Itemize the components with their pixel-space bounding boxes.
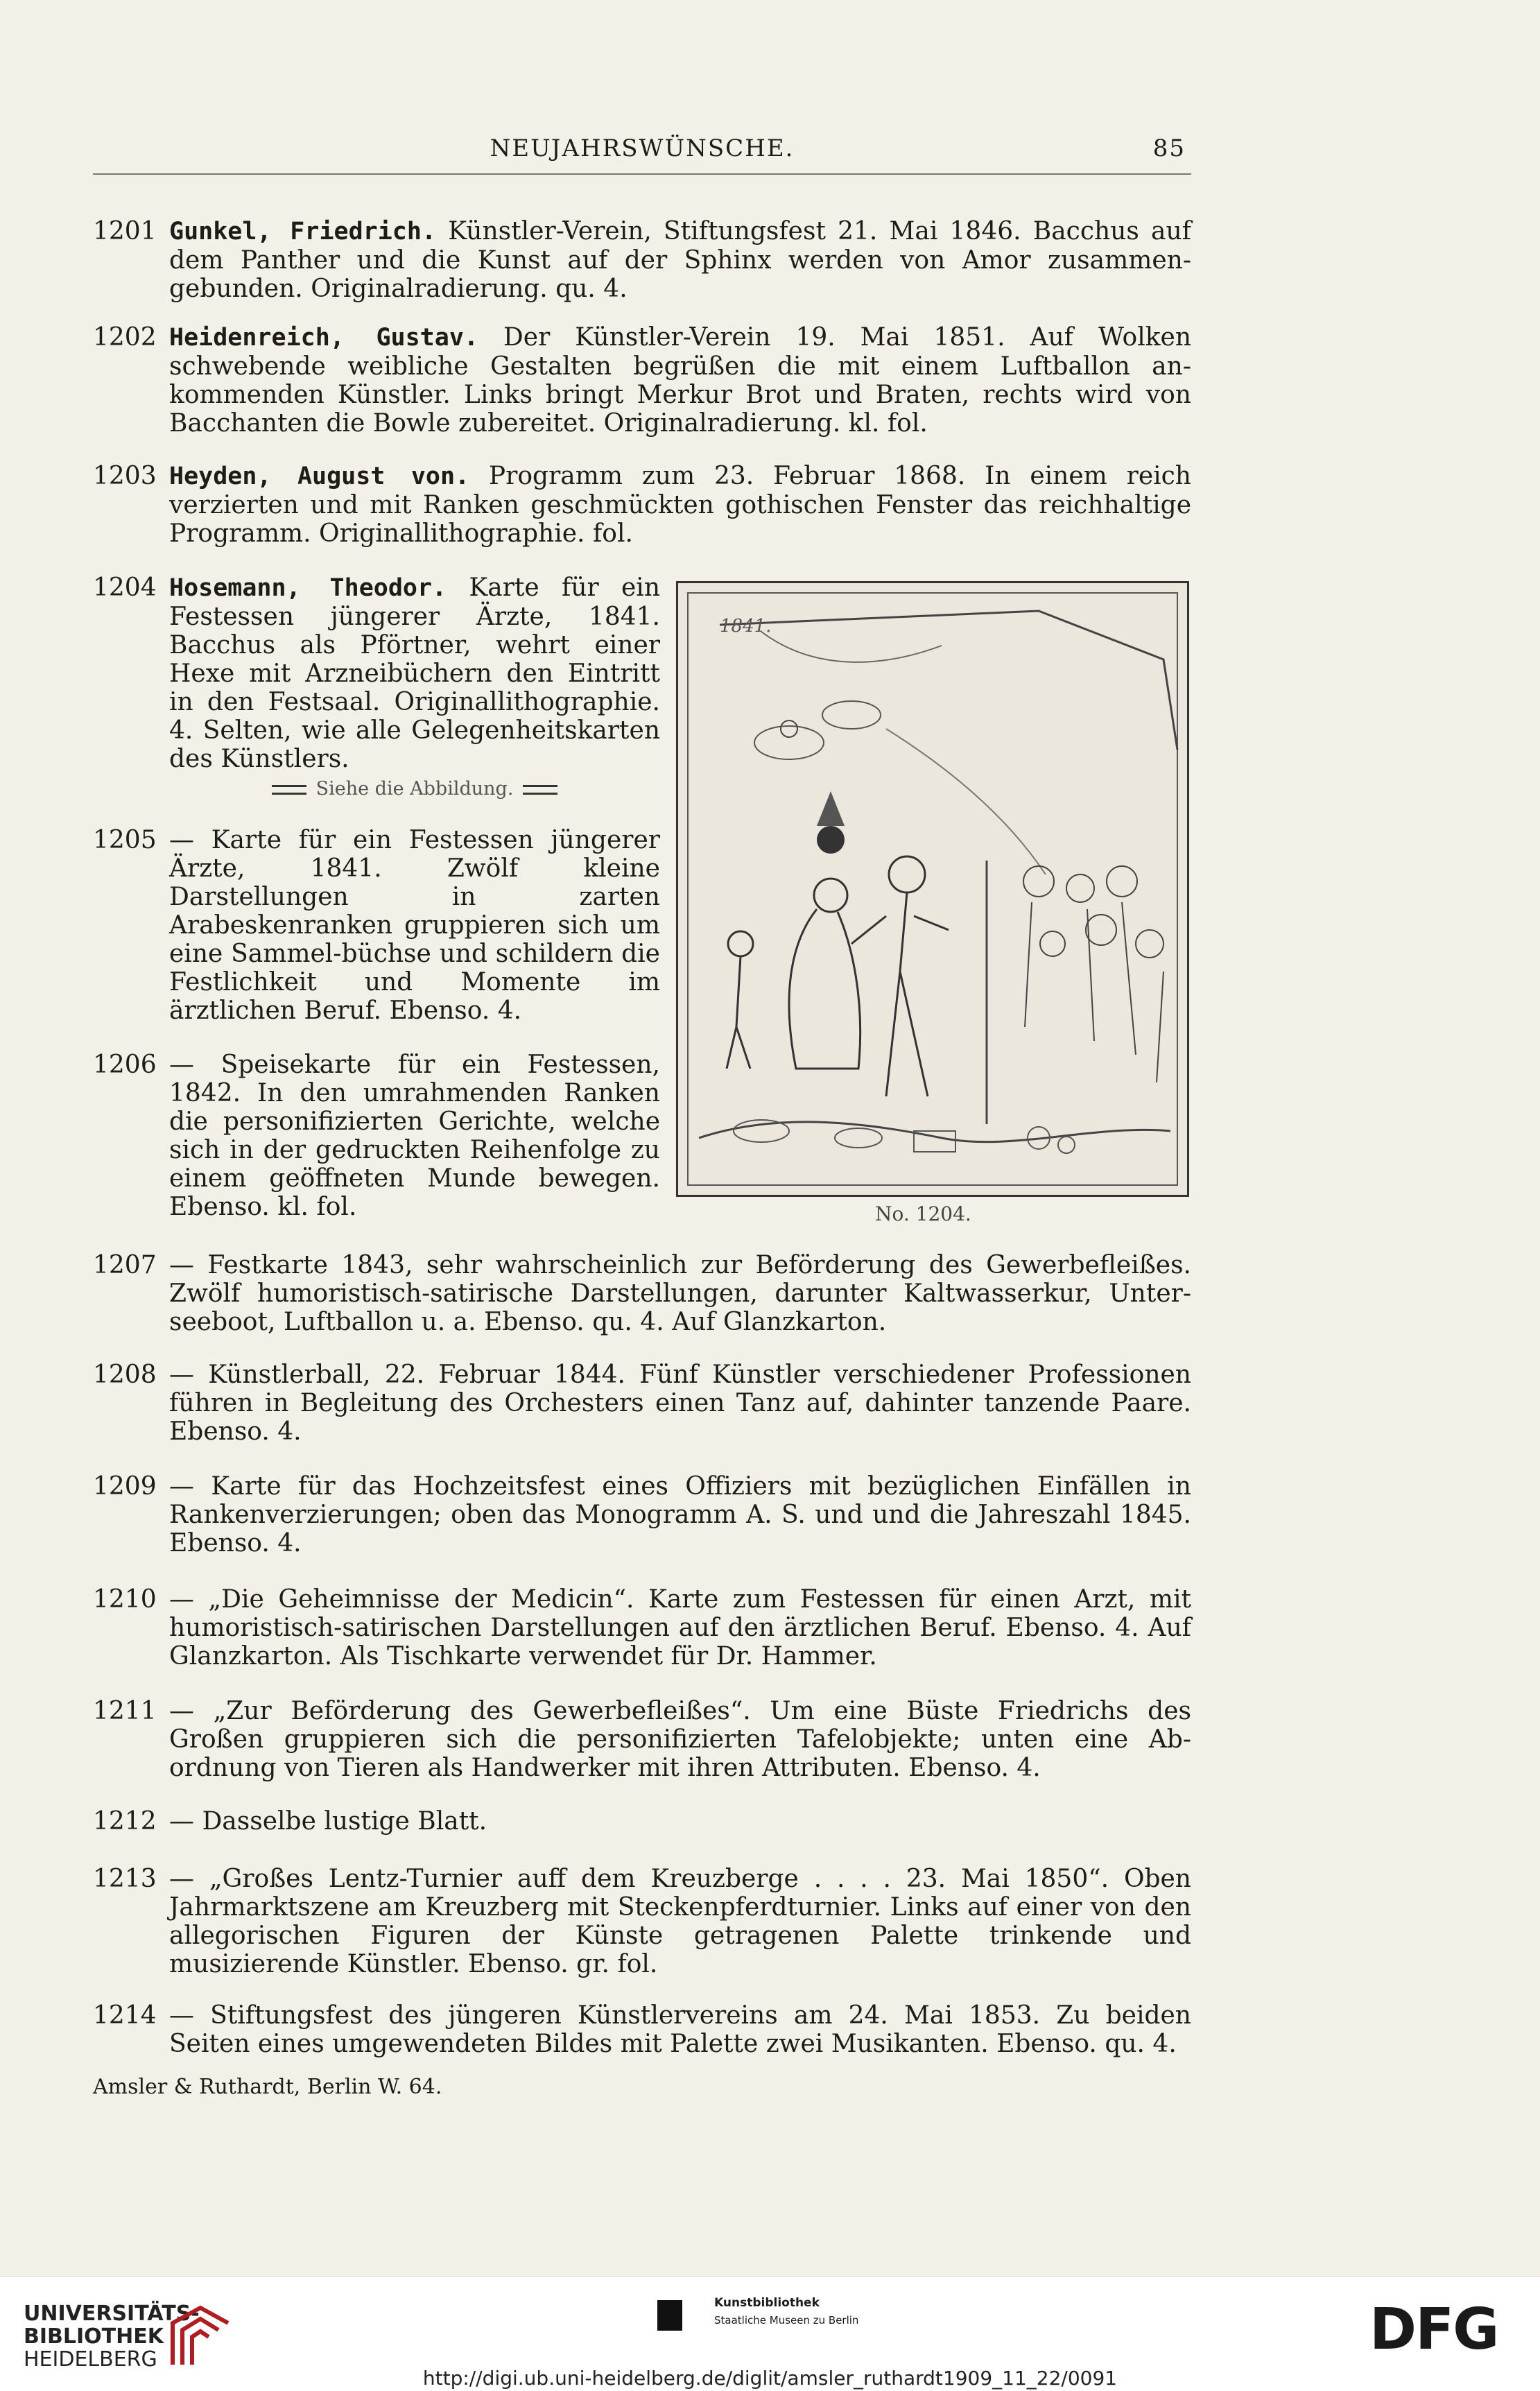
catalog-entry-1212 (93, 1807, 1191, 1836)
catalog-entry-1206 (93, 1051, 660, 1221)
entry-text: Karte für ein Festessen jüngerer Ärzte, 1841. Bacchus als Pförtner, wehrt einer Hexe mit Arzneibüchern den Eintritt in den Festsaal. Originallithographie. 4. Selten, wie alle Gelegenheitskarten des Künstlers. (169, 573, 660, 773)
permalink-url[interactable]: http://digi.ub.uni-heidelberg.de/diglit/amsler_ruthardt1909_11_22/0091 (422, 2367, 1118, 2390)
catalog-entry-1204 (93, 573, 660, 773)
entry-text: — Karte für das Hochzeitsfest eines Offiziers mit bezüglichen Einfällen in Rankenverzierungen; oben das Monogramm A. S. und und die Jahreszahl 1845. Ebenso. 4. (169, 1472, 1191, 1557)
entry-number: 1205 (93, 826, 157, 854)
entry-number: 1212 (93, 1807, 157, 1836)
entry-text: — Künstlerball, 22. Februar 1844. Fünf Künstler verschiedener Professionen führen in Begleitung des Orchesters einen Tanz auf, dahinter tanzende Paare. Ebenso. 4. (169, 1361, 1191, 1446)
double-rule-left (272, 785, 306, 795)
artist-name: Hosemann, Theodor. (169, 574, 447, 602)
entry-text: — Dasselbe lustige Blatt. (169, 1807, 487, 1836)
kunstbibliothek-mark-icon (657, 2300, 682, 2331)
entry-text: — Festkarte 1843, sehr wahrscheinlich zur Beförderung des Gewerbefleißes. Zwölf humoristisch-satirische Darstellungen, darunter Kaltwasserkur, Unter-seeboot, Luftballon u. a. Ebenso. qu. 4. Auf Glanzkarton. (169, 1251, 1191, 1336)
figure-inscription: 1841. (720, 616, 772, 637)
artist-name: Heyden, August von. (169, 463, 470, 490)
entry-text: Künstler-Verein, Stiftungsfest 21. Mai 1846. Bacchus auf dem Panther und die Kunst auf der Sphinx werden von Amor zusammen-gebunden. Originalradierung. qu. 4. (169, 217, 1191, 303)
entry-text: — Karte für ein Festessen jüngerer Ärzte, 1841. Zwölf kleine Darstellungen in zarten Arabeskenranken gruppieren sich um eine Sammel-büchse und schildern die Festlichkeit und Momente im ärztlichen Beruf. Ebenso. 4. (169, 826, 660, 1025)
catalog-entry-1214 (93, 2001, 1191, 2058)
entry-number: 1210 (93, 1585, 157, 1614)
entry-number: 1208 (93, 1361, 157, 1389)
catalog-entry-1209 (93, 1472, 1191, 1557)
entry-number: 1203 (93, 462, 157, 490)
entry-number: 1214 (93, 2001, 157, 2030)
entry-text: Der Künstler-Verein 19. Mai 1851. Auf Wolken schwebende weibliche Gestalten begrüßen die mit einem Luftballon an-kommenden Künstler. Links bringt Merkur Brot und Braten, rechts wird von Bacchanten die Bowle zubereitet. Originalradierung. kl. fol. (169, 323, 1192, 438)
entry-number: 1206 (93, 1051, 157, 1079)
library-mark-icon (166, 2302, 235, 2372)
catalog-entry-1211 (93, 1697, 1191, 1782)
catalog-entry-1202 (93, 323, 1192, 438)
page-number: 85 (1152, 135, 1186, 162)
entry-text: — Speisekarte für ein Festessen, 1842. In den umrahmenden Ranken die personifizierten Gerichte, welche sich in der gedruckten Reihenfolge zu einem geöffneten Munde bewegen. Ebenso. kl. fol. (169, 1051, 660, 1221)
entry-text: — „Die Geheimnisse der Medicin“. Karte zum Festessen für einen Arzt, mit humoristisch-satirischen Darstellungen auf den ärztlichen Beruf. Ebenso. 4. Auf Glanzkarton. Als Tischkarte verwendet für Dr. Hammer. (169, 1585, 1191, 1671)
catalog-entry-1213 (93, 1865, 1191, 1978)
entry-number: 1207 (93, 1251, 157, 1279)
entry-number: 1201 (93, 217, 157, 245)
entry-number: 1209 (93, 1472, 157, 1501)
figure-caption: No. 1204. (875, 1202, 971, 1225)
catalog-entry-1208 (93, 1361, 1191, 1446)
entry-text: Programm zum 23. Februar 1868. In einem reich verzierten und mit Ranken geschmückten gothischen Fenster das reichhaltige Programm. Originallithographie. fol. (169, 462, 1191, 548)
double-rule-right (523, 785, 557, 795)
publisher-imprint: Amsler & Ruthardt, Berlin W. 64. (93, 2075, 442, 2099)
catalog-entry-1205 (93, 826, 660, 1025)
catalog-entry-1203 (93, 462, 1191, 548)
catalog-entry-1201 (93, 217, 1191, 303)
artist-name: Gunkel, Friedrich. (169, 218, 437, 245)
entry-number: 1202 (93, 323, 157, 352)
entry-number: 1211 (93, 1697, 157, 1725)
entry-number: 1213 (93, 1865, 157, 1893)
entry-number: 1204 (93, 573, 157, 602)
illustration-1204 (676, 581, 1189, 1197)
entry-text: — Stiftungsfest des jüngeren Künstlervereins am 24. Mai 1853. Zu beiden Seiten eines umgewendeten Bildes mit Palette zwei Musikanten. Ebenso. qu. 4. (169, 2001, 1191, 2058)
kunstbibliothek-logo: Kunstbibliothek Staatliche Museen zu Berlin (657, 2293, 865, 2349)
dfg-logo: DFG (1369, 2297, 1498, 2363)
entry-text: — „Großes Lentz-Turnier auff dem Kreuzberge . . . . 23. Mai 1850“. Oben Jahrmarktszene am Kreuzberg mit Steckenpferdturnier. Links auf einer von den allegorischen Figuren der Künste getragenen Palette trinkende und musizierende Künstler. Ebenso. gr. fol. (169, 1865, 1191, 1978)
artist-name: Heidenreich, Gustav. (169, 324, 478, 352)
catalog-entry-1210 (93, 1585, 1191, 1671)
catalog-entry-1207 (93, 1251, 1191, 1336)
entry-text: — „Zur Beförderung des Gewerbefleißes“. Um eine Büste Friedrichs des Großen gruppieren sich die personifizierten Tafelobjekte; unten eine Ab-ordnung von Tieren als Handwerker mit ihren Attributen. Ebenso. 4. (169, 1697, 1191, 1782)
running-header (93, 132, 1191, 175)
library-name: UNIVERSITÄTS- BIBLIOTHEK HEIDELBERG (24, 2302, 200, 2372)
see-illustration-note: Siehe die Abbildung. (169, 778, 660, 806)
heidelberg-library-logo (24, 2302, 232, 2372)
lithograph-sketch (678, 583, 1187, 1195)
running-title: NEUJAHRSWÜNSCHE. (490, 135, 795, 162)
